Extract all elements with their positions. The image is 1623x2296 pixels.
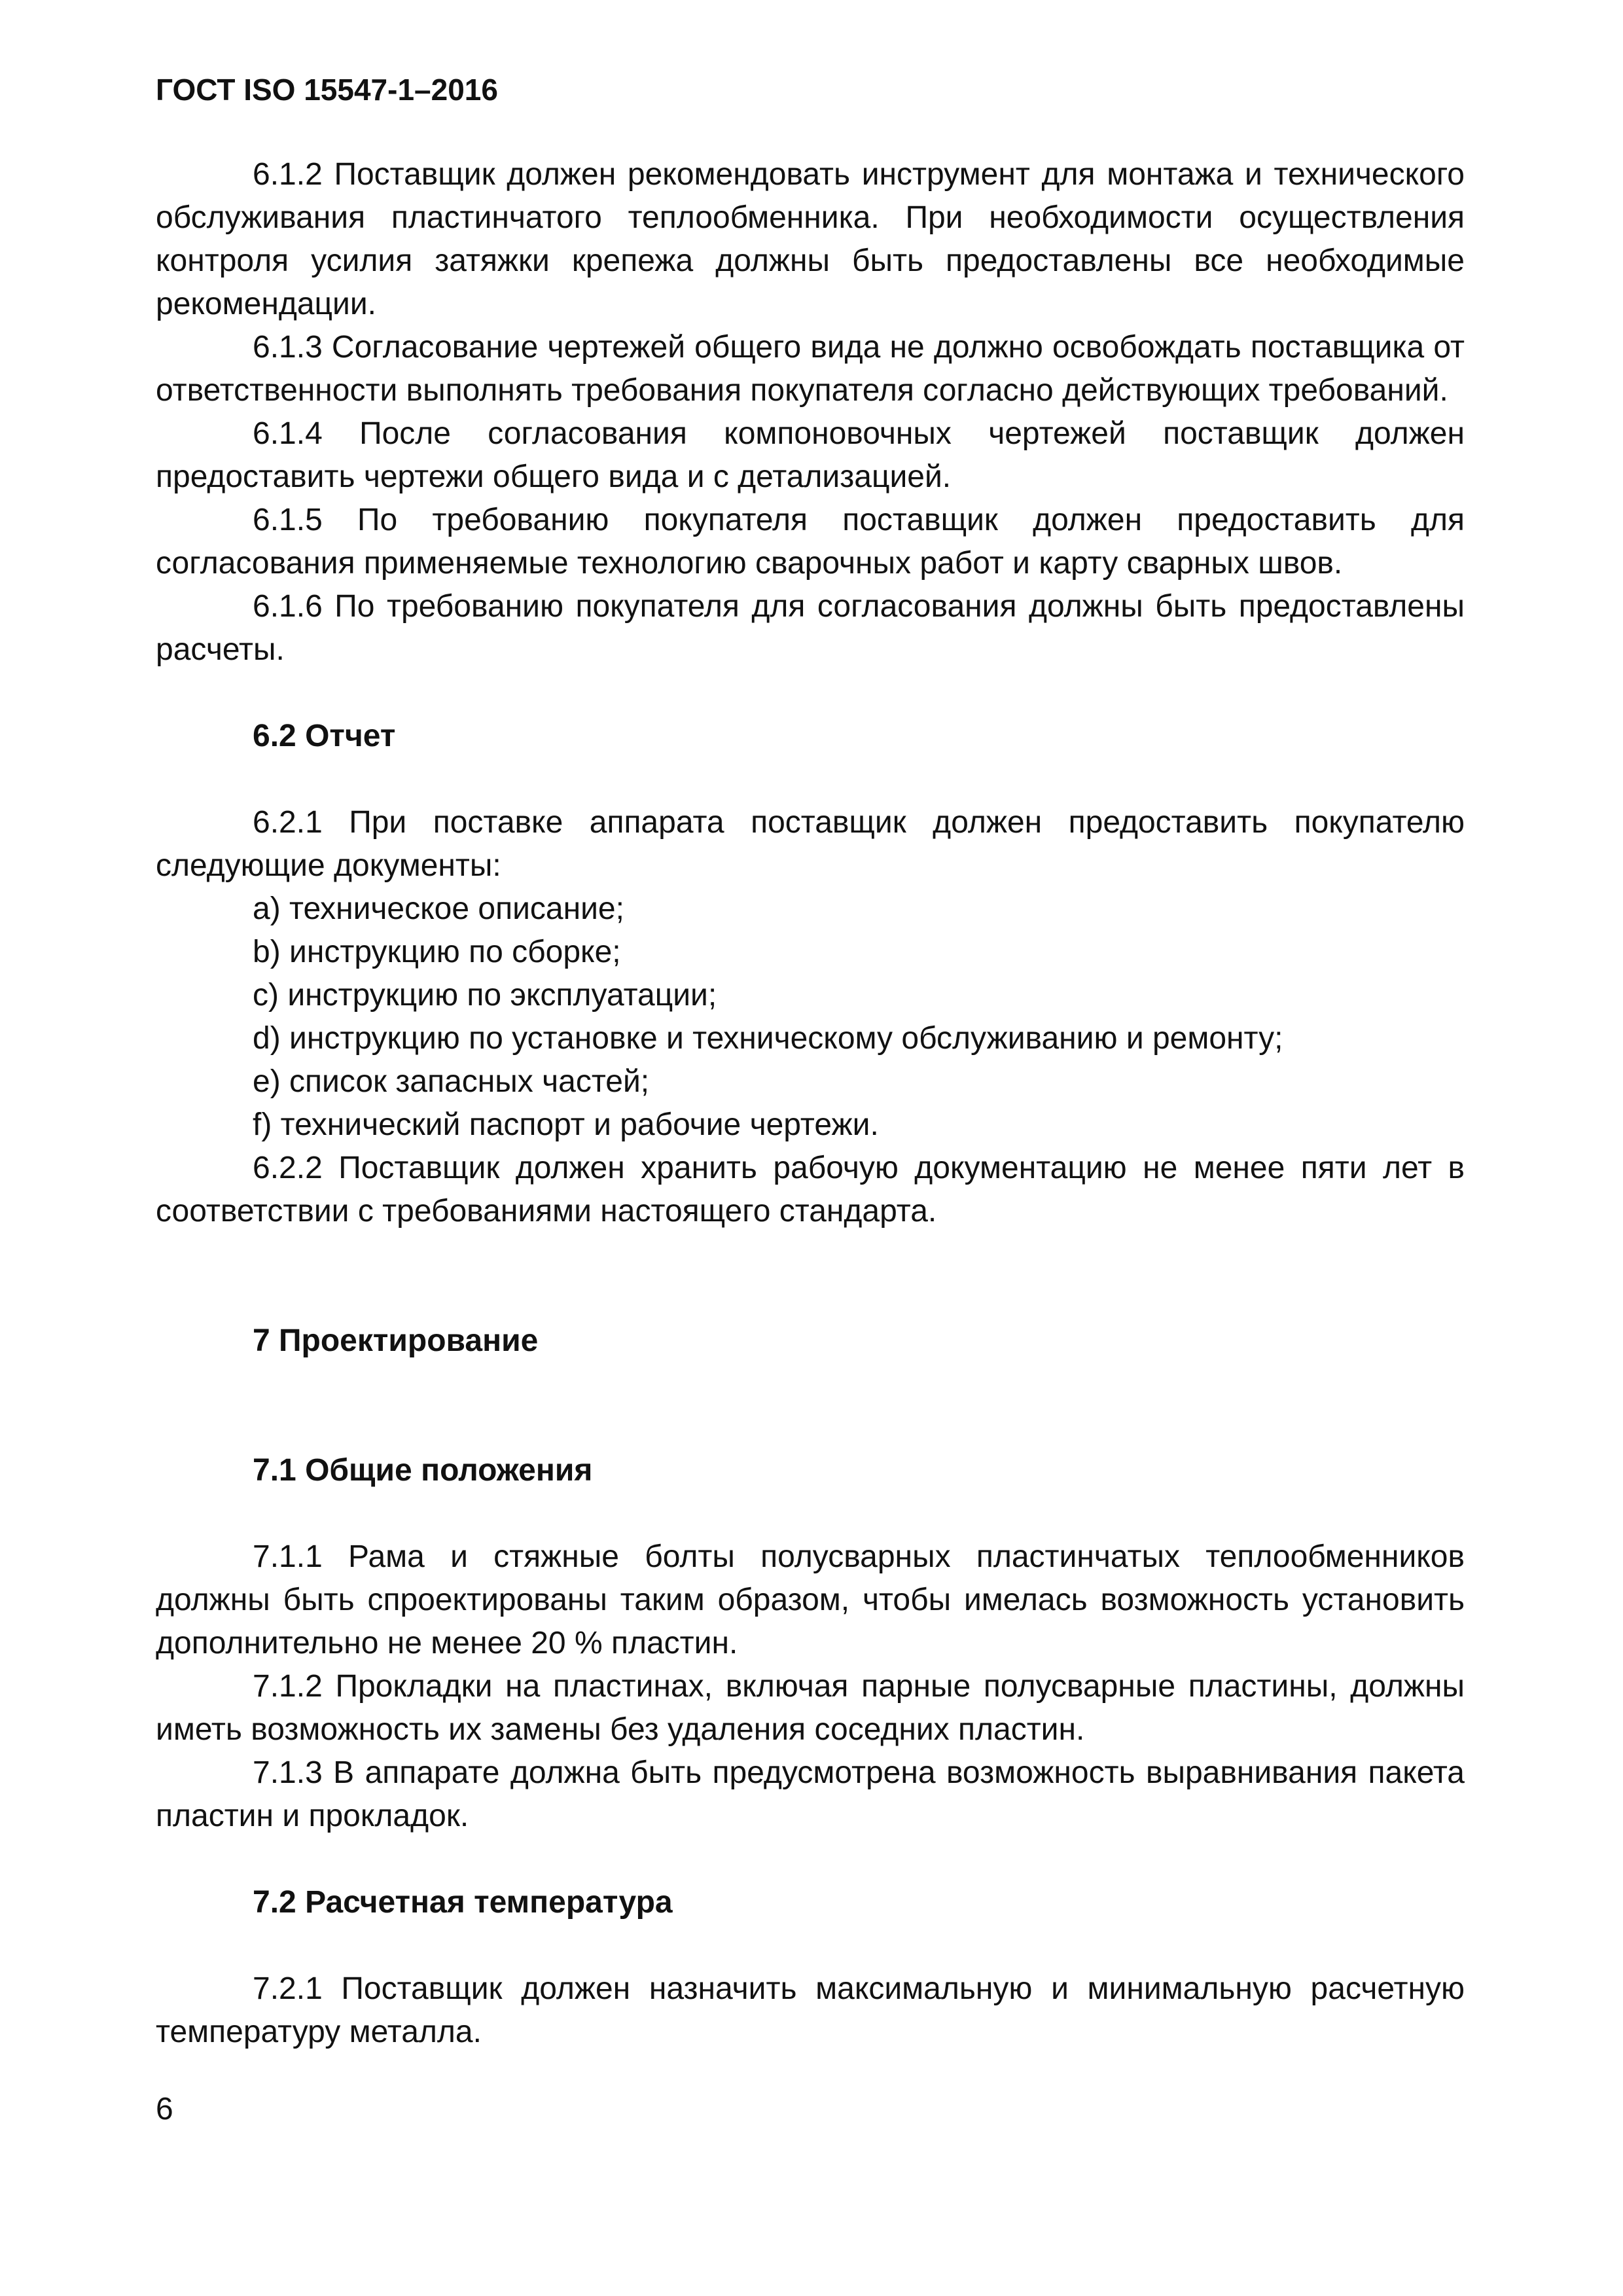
list-item-c: c) инструкцию по эксплуатации; — [253, 978, 717, 1013]
spacer — [156, 672, 1465, 715]
list-item-d: d) инструкцию по установке и техническому обслуживанию и ремонту; — [253, 1021, 1283, 1056]
spacer — [156, 1233, 1465, 1319]
paragraph-6-2-1: 6.2.1 При поставке аппарата поставщик должен предоставить покупателю следующие документы: — [156, 805, 1465, 883]
section-heading-7: 7 Проектирование — [253, 1323, 539, 1358]
paragraph-7-1-1: 7.1.1 Рама и стяжные болты полусварных пластинчатых теплообменников должны быть спроектированы таким образом, чтобы имелась возможность установить дополнительно не менее 20 % пластин. — [156, 1539, 1465, 1660]
section-heading-6-2: 6.2 Отчет — [253, 719, 396, 753]
document-header: ГОСТ ISO 15547-1–2016 — [156, 73, 498, 107]
list-item-e: e) список запасных частей; — [253, 1064, 650, 1099]
spacer — [156, 1924, 1465, 1967]
paragraph-7-1-2: 7.1.2 Прокладки на пластинах, включая парные полусварные пластины, должны иметь возможность их замены без удаления соседних пластин. — [156, 1669, 1465, 1747]
spacer — [156, 1363, 1465, 1449]
paragraph-6-1-6: 6.1.6 По требованию покупателя для согласования должны быть предоставлены расчеты. — [156, 589, 1465, 667]
spacer — [156, 758, 1465, 801]
page-number: 6 — [156, 2092, 173, 2126]
paragraph-6-1-4: 6.1.4 После согласования компоновочных чертежей поставщик должен предоставить чертежи общего вида и с детализацией. — [156, 416, 1465, 494]
section-heading-7-2: 7.2 Расчетная температура — [253, 1885, 673, 1920]
section-heading-7-1: 7.1 Общие положения — [253, 1453, 593, 1488]
paragraph-6-2-2: 6.2.2 Поставщик должен хранить рабочую документацию не менее пяти лет в соответствии с требованиями настоящего стандарта. — [156, 1151, 1465, 1229]
document-body — [156, 153, 1465, 2054]
paragraph-6-1-5: 6.1.5 По требованию покупателя поставщик должен предоставить для согласования применяемые технологию сварочных работ и карту сварных швов. — [156, 503, 1465, 581]
spacer — [156, 1492, 1465, 1535]
paragraph-6-1-3: 6.1.3 Согласование чертежей общего вида не должно освобождать поставщика от ответственности выполнять требования покупателя согласно действующих требований. — [156, 330, 1465, 408]
list-item-b: b) инструкцию по сборке; — [253, 935, 621, 969]
paragraph-7-2-1: 7.2.1 Поставщик должен назначить максимальную и минимальную расчетную температуру металла. — [156, 1971, 1465, 2049]
spacer — [156, 1838, 1465, 1881]
list-item-f: f) технический паспорт и рабочие чертежи. — [253, 1107, 879, 1142]
paragraph-6-1-2: 6.1.2 Поставщик должен рекомендовать инструмент для монтажа и технического обслуживания пластинчатого теплообменника. При необходимости осуществления контроля усилия затяжки крепежа должны быть предоставлены все необходимые рекомендации. — [156, 157, 1465, 321]
list-item-a: a) техническое описание; — [253, 891, 624, 926]
paragraph-7-1-3: 7.1.3 В аппарате должна быть предусмотрена возможность выравнивания пакета пластин и прокладок. — [156, 1755, 1465, 1833]
